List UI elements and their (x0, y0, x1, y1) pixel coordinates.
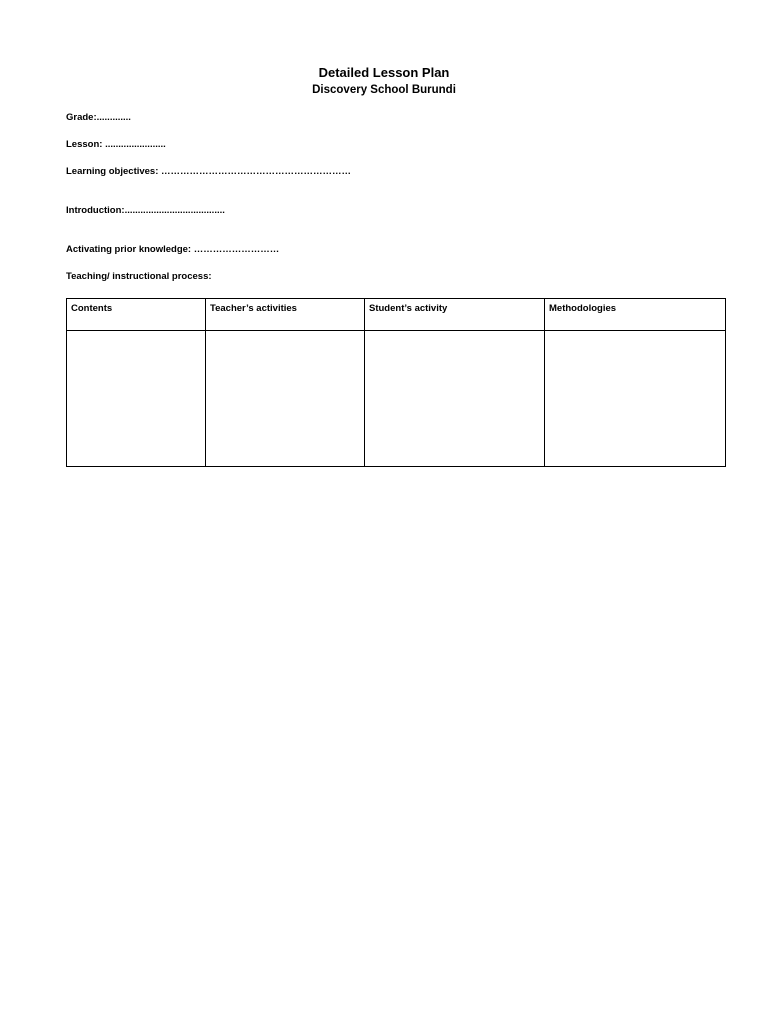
lesson-label: Lesson: (66, 139, 103, 150)
teaching-process-field (66, 271, 212, 283)
lesson-blank[interactable]: ....................... (102, 139, 166, 150)
grade-label: Grade: (66, 112, 97, 123)
introduction-field (66, 205, 225, 217)
header-students-activity: Student’s activity (365, 299, 545, 331)
introduction-blank[interactable]: ...................................... (124, 205, 225, 216)
instructional-process-table (66, 298, 726, 467)
activating-prior-knowledge-blank[interactable]: ……………………… (191, 244, 280, 255)
header-methodologies: Methodologies (545, 299, 726, 331)
introduction-label: Introduction: (66, 205, 125, 216)
cell-methodologies[interactable] (545, 331, 726, 467)
grade-blank[interactable]: ............. (96, 112, 131, 123)
cell-students-activity[interactable] (365, 331, 545, 467)
table-header-row (67, 299, 726, 331)
learning-objectives-field (66, 166, 351, 178)
activating-prior-knowledge-field (66, 244, 279, 256)
learning-objectives-label: Learning objectives: (66, 166, 159, 177)
cell-contents[interactable] (67, 331, 206, 467)
document-title: Detailed Lesson Plan (318, 65, 450, 80)
activating-prior-knowledge-label: Activating prior knowledge: (66, 244, 192, 255)
header-contents: Contents (67, 299, 206, 331)
grade-field (66, 112, 131, 124)
teaching-process-label: Teaching/ instructional process: (66, 271, 212, 282)
cell-teachers-activities[interactable] (206, 331, 365, 467)
lesson-field (66, 139, 166, 151)
header-teachers-activities: Teacher’s activities (206, 299, 365, 331)
learning-objectives-blank[interactable]: …………………………………………………… (158, 166, 352, 177)
table-row (67, 331, 726, 467)
document-subtitle: Discovery School Burundi (312, 84, 456, 96)
